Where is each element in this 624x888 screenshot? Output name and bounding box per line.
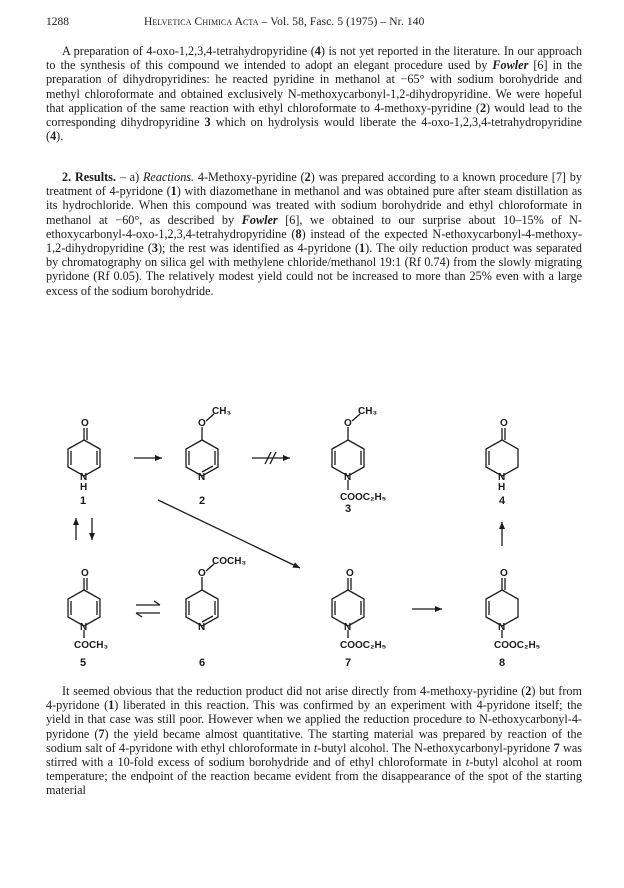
compound-ref: 8 (295, 226, 302, 241)
running-header (46, 16, 586, 32)
atom-label: N (80, 622, 88, 633)
atom-label: N (80, 472, 88, 483)
atom-label: O (346, 568, 354, 579)
atom-label: N (198, 622, 206, 633)
compound-label-3: 3 (345, 503, 352, 515)
compound-label-2: 2 (199, 495, 206, 507)
journal-name: Helvetica Chimica Acta (144, 16, 259, 28)
atom-label: O (344, 418, 352, 429)
compound-label-4: 4 (499, 495, 506, 507)
journal-reference: Helvetica Chimica Acta – Vol. 58, Fasc. 5 (1975) – Nr. 140 (144, 16, 425, 28)
compound-ref: 2 (304, 170, 311, 184)
section-heading: 2. Results. (62, 170, 116, 184)
atom-label: N (498, 472, 506, 483)
compound-ref: 7 (553, 740, 560, 755)
compound-ref: 3 (151, 241, 158, 256)
atom-label: O (500, 568, 508, 579)
paragraph-results: 2. Results. – a) Reactions. 4-Methoxy-pyridine (2) was prepared according to a known procedure [7] by treatment of 4-pyridone (1) with diazomethane in methanol and was obtained pure after steam distillation as its hydrochloride. When this compound was treated with sodium borohydride and ethyl chloroformate in methanol at −60°, as described by Fowler [6], we obtained to our surprise about 10–15% of N-ethoxycarbonyl-4-oxo-1,2,3,4-tetrahydropyridine (8) instead of the expected N-ethoxycarbonyl-4-methoxy-1,2-dihydropyridine (3); the rest was identified as 4-pyridone (1). The oily reduction product was separated by chromatography on silica gel with methylene chloride/methanol 19:1 (Rf 0.74) from the slowly migrating pyridone (Rf 0.05). The relatively modest yield could not be increased to more than 25% even with a large excess of the sodium borohydride. (46, 170, 582, 298)
atom-label: O (81, 418, 89, 429)
compound-label-8: 8 (499, 657, 506, 669)
blocked-arrow-2-to-3 (252, 452, 290, 464)
compound-label-6: 6 (199, 657, 206, 669)
paragraph-intro: A preparation of 4-oxo-1,2,3,4-tetrahydropyridine (4) is not yet reported in the literature. In our approach to the synthesis of this compound we intended to adopt an elegant procedure used by Fowler [6] in the preparation of dihydropyridines: he reacted pyridine in methanol at −65° with sodium borohydride and methyl chloroformate and obtained exclusively N-methoxycarbonyl-1,2-dihydropyridine. We were hopeful that application of the same reaction with ethyl chloroformate to 4-methoxy-pyridine (2) would lead to the corresponding dihydropyridine 3 which on hydrolysis would liberate the 4-oxo-1,2,3,4-tetrahydropyridine (4). (46, 44, 583, 144)
volume-info: Vol. 58, Fasc. 5 (1975) (270, 16, 378, 28)
atom-label: N (344, 622, 352, 633)
atom-label: O (198, 568, 206, 579)
compound-ref: 7 (98, 726, 105, 741)
compound-label-1: 1 (80, 495, 87, 507)
author-name: Fowler (241, 212, 278, 227)
atom-label: COOC₂H₅ (340, 640, 387, 651)
atom-label: N (498, 622, 506, 633)
atom-label: N (344, 472, 352, 483)
compound-ref: 2 (479, 100, 487, 115)
atom-label: O (500, 418, 508, 429)
subsection-heading: Reactions. (142, 170, 195, 184)
compound-ref: 1 (359, 241, 366, 256)
article-number: Nr. 140 (389, 16, 425, 28)
atom-label: COOC₂H₅ (494, 640, 541, 651)
author-name: Fowler (492, 58, 529, 73)
compound-ref: 4 (314, 44, 321, 58)
compound-ref: 1 (108, 698, 115, 713)
compound-ref: 3 (204, 115, 211, 130)
atom-label: COOC₂H₅ (340, 492, 387, 503)
atom-label: COCH₃ (212, 556, 247, 567)
compound-4-structure (486, 428, 518, 476)
compound-ref: 1 (170, 184, 177, 199)
equilibrium-arrows-5-6 (136, 601, 160, 617)
atom-label: H (80, 482, 88, 493)
atom-label: O (81, 568, 89, 579)
atom-label: CH₃ (358, 406, 378, 417)
atom-label: N (198, 472, 206, 483)
reaction-scheme (56, 400, 556, 672)
compound-label-7: 7 (345, 657, 352, 669)
compound-label-5: 5 (80, 657, 87, 669)
atom-label: CH₃ (212, 406, 232, 417)
compound-ref: 2 (525, 684, 532, 698)
paragraph-discussion: It seemed obvious that the reduction product did not arise directly from 4-methoxy-pyridine (2) but from 4-pyridone (1) liberated in this reaction. This was confirmed by an experiment with 4-pyridone itself; the yield in that case was still poor. However when we applied the reduction procedure to N-ethoxycarbonyl-4-pyridone (7) the yield became almost quantitative. The starting material was prepared by reaction of the sodium salt of 4-pyridone with ethyl chloroformate in t-butyl alcohol. The N-ethoxycarbonyl-pyridone 7 was stirred with a 10-fold excess of sodium borohydride and of ethyl chloroformate in t-butyl alcohol at room temperature; the endpoint of the reaction became evident from the disappearance of the spot of the starting material (46, 684, 582, 798)
page-number: 1288 (46, 16, 69, 28)
atom-label: O (198, 418, 206, 429)
compound-ref: 4 (50, 129, 57, 144)
atom-label: H (498, 482, 506, 493)
atom-label: COCH₃ (74, 640, 109, 651)
compound-1-structure (68, 428, 100, 476)
